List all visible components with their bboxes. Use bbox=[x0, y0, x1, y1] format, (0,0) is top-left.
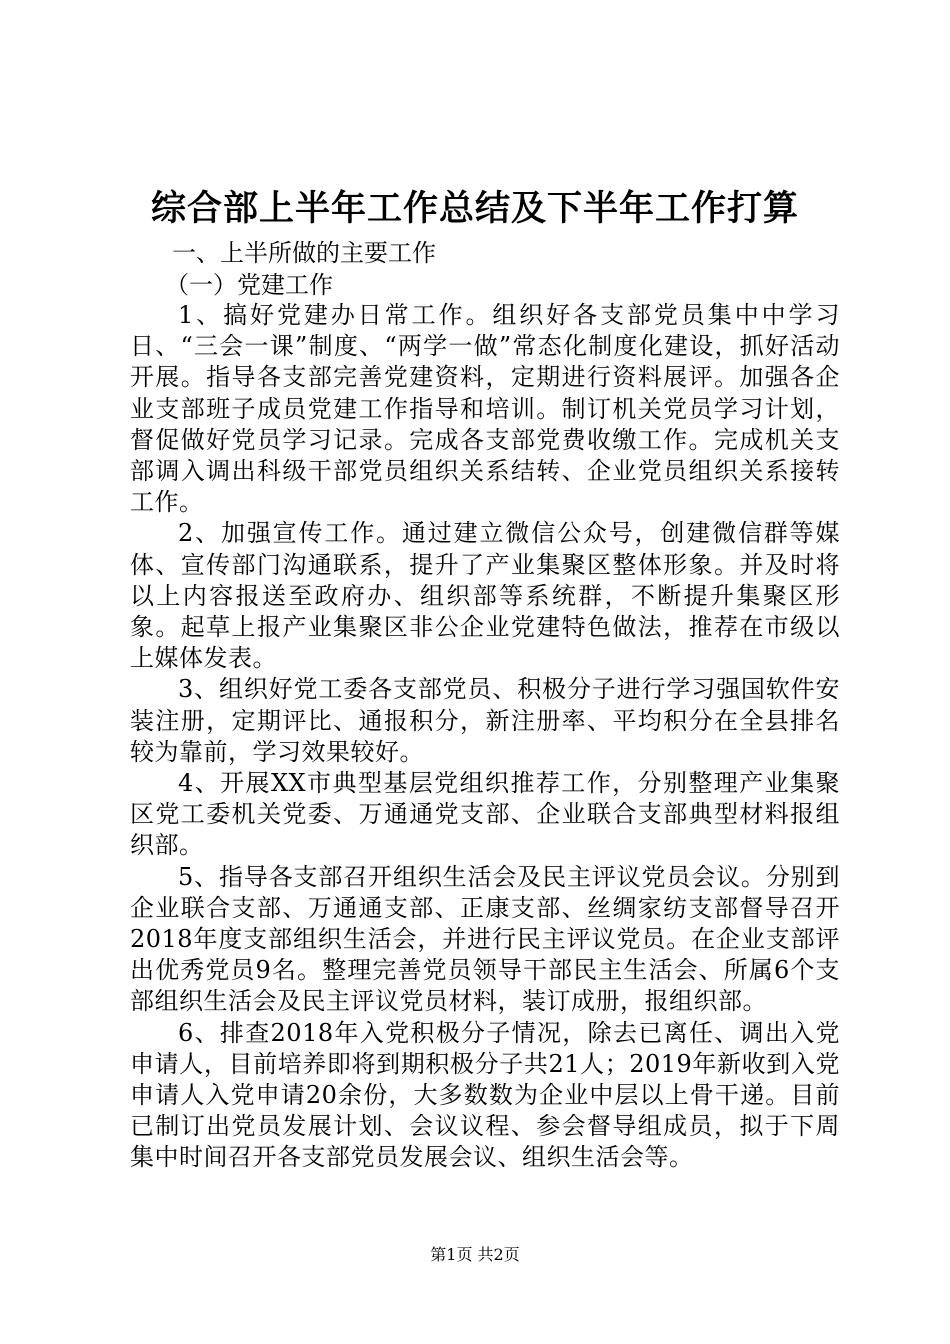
paragraph-1: 1、搞好党建办日常工作。组织好各支部党员集中中学习日、“三会一课”制度、“两学一做”常态化制度化建设，抓好活动开展。指导各支部完善党建资料，定期进行资料展评。加强各企业支部班子成员党建工作指导和培训。制订机关党员学习计划，督促做好党员学习记录。完成各支部党费收缴工作。完成机关支部调入调出科级干部党员组织关系结转、企业党员组织关系接转工作。 bbox=[130, 301, 840, 517]
page-footer: 第1页 共2页 bbox=[430, 1245, 520, 1264]
paragraph-6: 6、排查2018年入党积极分子情况，除去已离任、调出入党申请人，目前培养即将到期积极分子共21人；2019年新收到入党申请人入党申请20余份，大多数数为企业中层以上骨干递。目前已制订出党员发展计划、会议议程、参会督导组成员，拟于下周集中时间召开各支部党员发展会议、组织生活会等。 bbox=[130, 1018, 840, 1172]
paragraph-4: 4、开展XX市典型基层党组织推荐工作，分别整理产业集聚区党工委机关党委、万通通党支部、企业联合支部典型材料报组织部。 bbox=[130, 769, 840, 860]
paragraph-5: 5、指导各支部召开组织生活会及民主评议党员会议。分别到企业联合支部、万通通支部、正康支部、丝绸家纺支部督导召开2018年度支部组织生活会，并进行民主评议党员。在企业支部评出优秀党员9名。整理完善党员领导干部民主生活会、所属6个支部组织生活会及民主评议党员材料，装订成册，报组织部。 bbox=[130, 862, 840, 1016]
section-heading: 一、上半所做的主要工作 bbox=[172, 239, 436, 267]
paragraph-2: 2、加强宣传工作。通过建立微信公众号，创建微信群等媒体、宣传部门沟通联系，提升了产业集聚区整体形象。并及时将以上内容报送至政府办、组织部等系统群，不断提升集聚区形象。起草上报产业集聚区非公企业党建特色做法，推荐在市级以上媒体发表。 bbox=[130, 519, 840, 673]
subsection-heading: （一）党建工作 bbox=[165, 271, 333, 299]
document-title: 综合部上半年工作总结及下半年工作打算 bbox=[150, 188, 799, 229]
paragraph-3: 3、组织好党工委各支部党员、积极分子进行学习强国软件安装注册，定期评比、通报积分，新注册率、平均积分在全县排名较为靠前，学习效果较好。 bbox=[130, 675, 840, 766]
body-text bbox=[130, 300, 840, 1174]
